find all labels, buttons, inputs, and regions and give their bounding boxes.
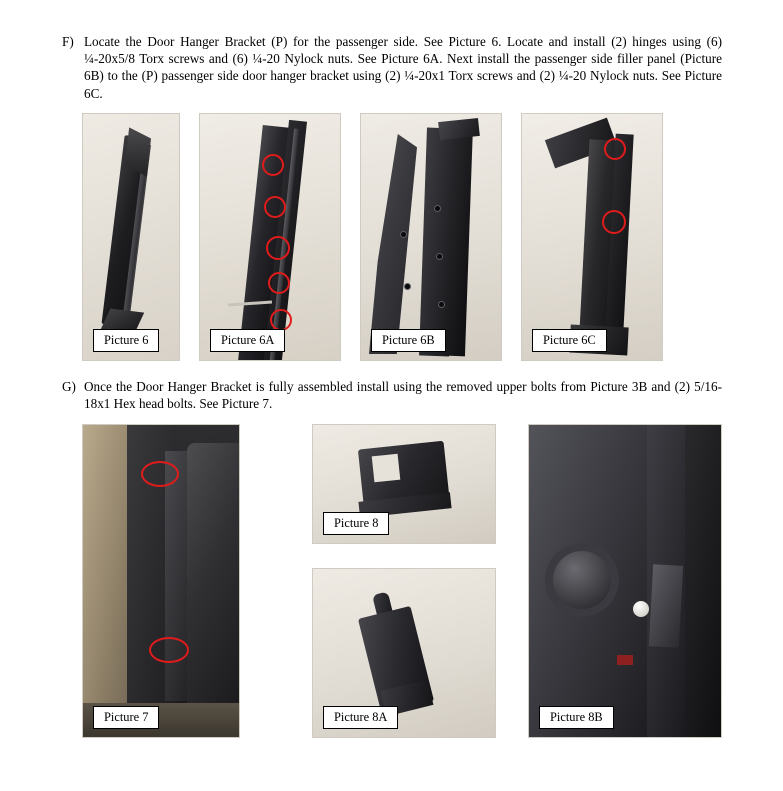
annotation-circle xyxy=(270,309,292,331)
speaker-grille xyxy=(545,543,619,617)
exterior-area xyxy=(685,425,722,738)
step-g-text: Once the Door Hanger Bracket is fully assembled install using the removed upper bolts from Picture 3B and (2) 5/16-18x1 Hex head bolts. See Picture 7. xyxy=(84,379,722,412)
caption-picture-8b: Picture 8B xyxy=(539,706,614,729)
annotation-circle xyxy=(149,637,189,663)
mounting-hole xyxy=(437,254,442,259)
instruction-step-g xyxy=(62,378,722,412)
photo-picture-6a xyxy=(200,114,340,360)
caption-picture-6: Picture 6 xyxy=(93,329,159,352)
caption-picture-6b: Picture 6B xyxy=(371,329,446,352)
annotation-circle xyxy=(141,461,179,487)
figure-picture-8a xyxy=(312,568,496,738)
figure-picture-6c xyxy=(521,113,663,361)
annotation-circle xyxy=(262,154,284,176)
figure-picture-6 xyxy=(82,113,180,361)
installed-bracket xyxy=(649,564,683,647)
step-g-marker: G) xyxy=(62,379,76,394)
mounting-hole xyxy=(405,284,410,289)
annotation-circle xyxy=(604,138,626,160)
caption-picture-6a: Picture 6A xyxy=(210,329,285,352)
caption-picture-8a: Picture 8A xyxy=(323,706,398,729)
filler-panel xyxy=(369,134,417,354)
bracket-cap xyxy=(438,118,480,140)
caption-picture-8: Picture 8 xyxy=(323,512,389,535)
figure-picture-8b xyxy=(528,424,722,738)
step-f-text: Locate the Door Hanger Bracket (P) for the passenger side. See Picture 6. Locate and install (2) hinges using (6) ¼-20x5/8 Torx screws and (6) ¼-20 Nylock nuts. See Picture 6A. Next install the passenger side filler panel (Picture 6B) to the (P) passenger side door hanger bracket using (2) ¼-20x1 Torx screws and (2) ¼-20 Nylock nuts. See Picture 6C. xyxy=(84,34,722,101)
instruction-step-f xyxy=(62,33,722,102)
step-f-marker: F) xyxy=(62,34,74,49)
red-component xyxy=(617,655,633,665)
annotation-circle xyxy=(602,210,626,234)
mounting-hole xyxy=(439,302,444,307)
photo-picture-6 xyxy=(83,114,179,360)
vehicle-seat xyxy=(187,443,240,713)
annotation-circle xyxy=(264,196,286,218)
annotation-circle xyxy=(268,272,290,294)
figure-row-1 xyxy=(82,113,663,361)
bracket-notch xyxy=(372,454,401,483)
photo-picture-8b xyxy=(529,425,721,737)
white-knob xyxy=(633,601,649,617)
caption-picture-6c: Picture 6C xyxy=(532,329,607,352)
figure-picture-6a xyxy=(199,113,341,361)
mounting-hole xyxy=(435,206,440,211)
mounting-hole xyxy=(401,232,406,237)
caption-picture-7: Picture 7 xyxy=(93,706,159,729)
photo-picture-6c xyxy=(522,114,662,360)
figure-picture-6b xyxy=(360,113,502,361)
annotation-circle xyxy=(266,236,290,260)
figure-picture-8 xyxy=(312,424,496,544)
photo-picture-6b xyxy=(361,114,501,360)
photo-picture-7 xyxy=(83,425,239,737)
figure-picture-7 xyxy=(82,424,240,738)
